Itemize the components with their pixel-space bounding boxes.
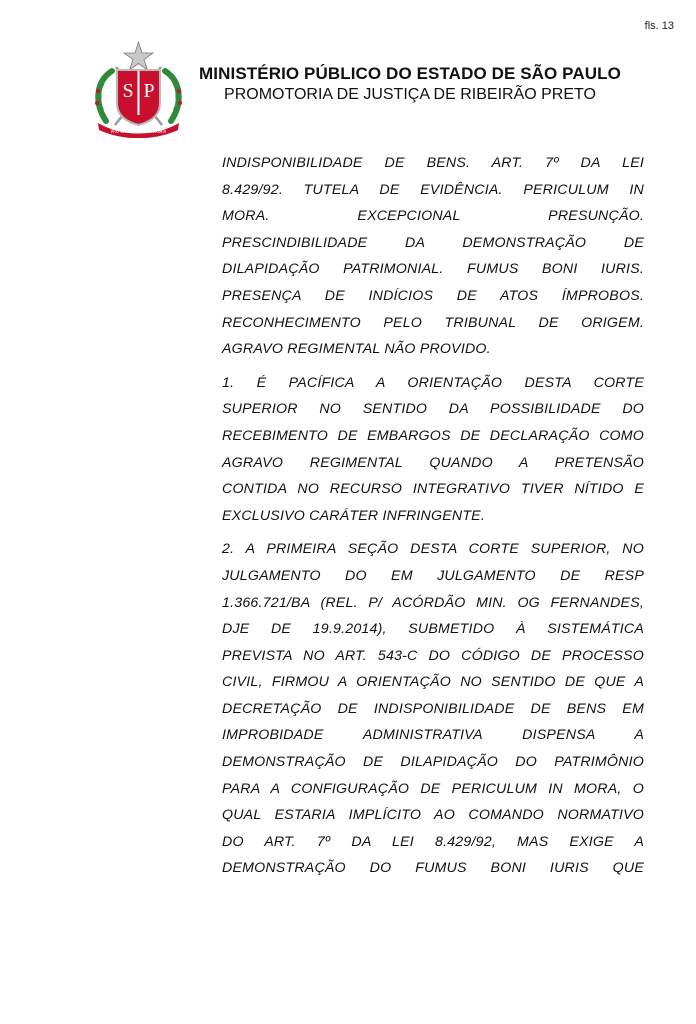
text-line: IMPROBIDADE ADMINISTRATIVA DISPENSA A — [222, 727, 644, 744]
text-line: AGRAVO REGIMENTAL NÃO PROVIDO. — [222, 341, 491, 358]
seal-letter-p: P — [143, 80, 155, 102]
text-line: PREVISTA NO ART. 543-C DO CÓDIGO DE PROCESSO — [222, 647, 644, 664]
text-line: PARA A CONFIGURAÇÃO DE PERICULUM IN MORA, O — [222, 780, 644, 797]
text-line: QUAL ESTARIA IMPLÍCITO AO COMANDO NORMATIVO — [222, 807, 644, 824]
org-subtitle: PROMOTORIA DE JUSTIÇA DE RIBEIRÃO PRETO — [224, 86, 596, 103]
text-line: 1. É PACÍFICA A ORIENTAÇÃO DESTA CORTE — [222, 374, 644, 391]
text-line: RECEBIMENTO DE EMBARGOS DE DECLARAÇÃO COMO — [222, 427, 644, 444]
text-line: DEMONSTRAÇÃO DO FUMUS BONI IURIS QUE — [222, 860, 644, 877]
ementa-quote — [222, 150, 644, 882]
document-header — [190, 64, 630, 105]
seal-letter-s: S — [122, 80, 134, 102]
text-line: 2. A PRIMEIRA SEÇÃO DESTA CORTE SUPERIOR, NO — [222, 541, 644, 558]
text-line: CONTIDA NO RECURSO INTEGRATIVO TIVER NÍTIDO E — [222, 481, 644, 498]
text-line: AGRAVO REGIMENTAL QUANDO A PRETENSÃO — [222, 454, 644, 471]
text-line: DILAPIDAÇÃO PATRIMONIAL. FUMUS BONI IURIS. — [222, 261, 644, 278]
text-line: PRESENÇA DE INDÍCIOS DE ATOS ÍMPROBOS. — [222, 287, 644, 304]
text-line: MORA. EXCEPCIONAL PRESUNÇÃO. — [222, 208, 644, 225]
text-line: INDISPONIBILIDADE DE BENS. ART. 7º DA LEI — [222, 155, 644, 171]
page-folio: fls. 13 — [644, 20, 674, 32]
text-line: DECRETAÇÃO DE INDISPONIBILIDADE DE BENS EM — [222, 700, 644, 717]
text-line: RECONHECIMENTO PELO TRIBUNAL DE ORIGEM. — [222, 314, 644, 331]
text-line: DEMONSTRAÇÃO DE DILAPIDAÇÃO DO PATRIMÔNIO — [222, 754, 644, 771]
org-name: MINISTÉRIO PÚBLICO DO ESTADO DE SÃO PAULO — [199, 64, 621, 83]
text-line: EXCLUSIVO CARÁTER INFRINGENTE. — [222, 507, 485, 524]
text-line: DJE DE 19.9.2014), SUBMETIDO À SISTEMÁTICA — [222, 621, 644, 638]
text-line: CIVIL, FIRMOU A ORIENTAÇÃO NO SENTIDO DE QUE A — [222, 674, 644, 691]
text-line: JULGAMENTO DO EM JULGAMENTO DE RESP — [222, 567, 644, 584]
text-line: SUPERIOR NO SENTIDO DA POSSIBILIDADE DO — [222, 401, 644, 418]
text-line: DO ART. 7º DA LEI 8.429/92, MAS EXIGE A — [222, 833, 644, 850]
text-line: 1.366.721/BA (REL. P/ ACÓRDÃO MIN. OG FERNANDES, — [222, 594, 644, 611]
text-line: 8.429/92. TUTELA DE EVIDÊNCIA. PERICULUM IN — [222, 181, 644, 198]
seal-motto: PRO BRASILIA FIANT EXIMIA — [110, 129, 167, 134]
sao-paulo-coat-of-arms-icon — [92, 41, 185, 138]
text-line: PRESCINDIBILIDADE DA DEMONSTRAÇÃO DE — [222, 234, 644, 251]
